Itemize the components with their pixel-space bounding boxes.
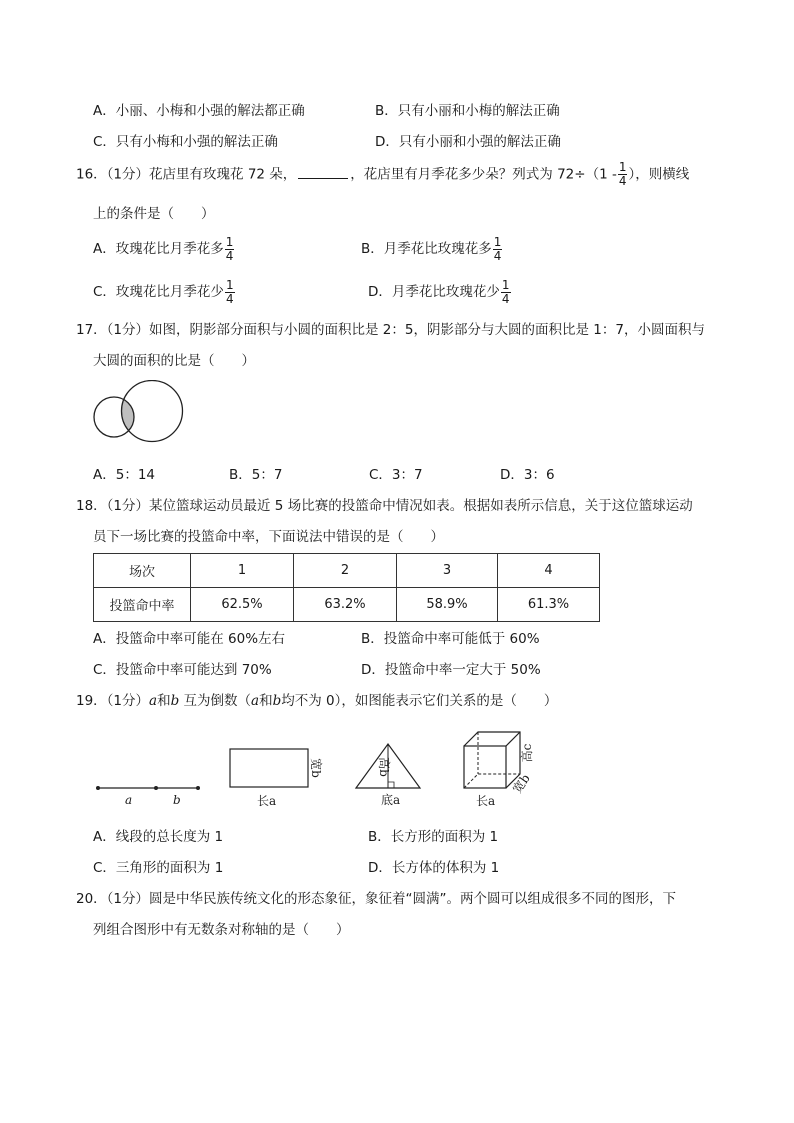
table-header-games: 场次: [94, 554, 191, 588]
q18-option-c[interactable]: C．投篮命中率可能达到 70%: [93, 662, 272, 678]
q17-stem-line2: 大圆的面积的比是（ ）: [93, 353, 255, 369]
q16-option-a[interactable]: A．玫瑰花比月季花多 $\frac{1}{4}$: [93, 234, 234, 263]
shooting-rate-table: [93, 553, 600, 622]
segment-label-a: a: [125, 793, 133, 807]
q17-stem-line1: 17．（1分）如图，阴影部分面积与小圆的面积比是 2：5，阴影部分与大圆的面积比是 1：7，小圆面积与: [76, 322, 705, 338]
q15-option-c[interactable]: C．只有小梅和小强的解法正确: [93, 134, 278, 150]
table-header-rate: 投篮命中率: [94, 588, 191, 622]
q17-option-c[interactable]: C．3：7: [369, 467, 423, 483]
q16-text-3: ），则横线: [628, 166, 690, 183]
q16-option-d[interactable]: D．月季花比玫瑰花少 $\frac{1}{4}$: [368, 277, 510, 306]
table-cell: 4: [498, 554, 600, 588]
q19-stem: 19．（1分）a和b 互为倒数（a和b均不为 0），如图能表示它们关系的是（ ）: [76, 693, 558, 709]
table-cell: 58.9%: [397, 588, 498, 622]
table-cell: 1: [191, 554, 294, 588]
q19-option-b[interactable]: B．长方形的面积为 1: [368, 829, 499, 845]
q17-option-d[interactable]: D．3：6: [500, 467, 555, 483]
q20-stem-line2: 列组合图形中有无数条对称轴的是（ ）: [93, 922, 350, 938]
triangle-height-label: 高b: [377, 757, 391, 777]
cuboid-length-label: 长a: [476, 794, 496, 808]
q19-option-c[interactable]: C．三角形的面积为 1: [93, 860, 224, 876]
segment-label-b: b: [173, 793, 181, 807]
q18-stem-line1: 18．（1分）某位篮球运动员最近 5 场比赛的投篮命中情况如表。根据如表所示信息，关于这位篮球运动: [76, 498, 693, 514]
rect-length-label: 长a: [257, 794, 277, 808]
table-row: [94, 554, 600, 588]
table-row: [94, 588, 600, 622]
q17-option-a[interactable]: A．5：14: [93, 467, 156, 483]
q16-number: 16．: [76, 166, 107, 183]
q15-option-a[interactable]: A．小丽、小梅和小强的解法都正确: [93, 103, 305, 119]
q19-figures: [90, 722, 560, 812]
q18-option-d[interactable]: D．投篮命中率一定大于 50%: [361, 662, 541, 678]
q18-option-a[interactable]: A．投篮命中率可能在 60%左右: [93, 631, 286, 647]
table-cell: 61.3%: [498, 588, 600, 622]
cuboid-width-label: 宽b: [509, 771, 533, 796]
segment-figure: [96, 786, 200, 807]
q16-stem: [76, 161, 689, 188]
cuboid-figure: [464, 732, 534, 808]
q15-option-b[interactable]: B．只有小丽和小梅的解法正确: [375, 103, 560, 119]
q19-option-a[interactable]: A．线段的总长度为 1: [93, 829, 224, 845]
triangle-base-label: 底a: [381, 793, 401, 807]
cuboid-height-label: 高c: [520, 743, 534, 763]
rect-width-label: 宽b: [309, 758, 323, 778]
q15-option-d[interactable]: D．只有小丽和小强的解法正确: [375, 134, 561, 150]
table-cell: 3: [397, 554, 498, 588]
table-cell: 2: [294, 554, 397, 588]
table-cell: 63.2%: [294, 588, 397, 622]
q16-blank: [298, 164, 348, 179]
q18-stem-line2: 员下一场比赛的投篮命中率，下面说法中错误的是（ ）: [93, 529, 444, 545]
venn-circles-figure: [90, 380, 190, 444]
fraction-one-quarter: $\frac{1}{4}$: [618, 160, 627, 188]
rectangle-figure: [230, 749, 323, 808]
q16-text-1: （1分）花店里有玫瑰花 72 朵，: [106, 166, 297, 183]
q16-option-c[interactable]: C．玫瑰花比月季花少 $\frac{1}{4}$: [93, 277, 234, 306]
q16-text-2: ，花店里有月季花多少朵？列式为 72÷（1 -: [350, 166, 617, 183]
table-cell: 62.5%: [191, 588, 294, 622]
q17-option-b[interactable]: B．5：7: [229, 467, 283, 483]
q19-option-d[interactable]: D．长方体的体积为 1: [368, 860, 500, 876]
q18-option-b[interactable]: B．投篮命中率可能低于 60%: [361, 631, 540, 647]
q16-stem-line2: 上的条件是（ ）: [93, 206, 215, 222]
q20-stem-line1: 20．（1分）圆是中华民族传统文化的形态象征，象征着“圆满”。两个圆可以组成很多不同的图形，下: [76, 891, 677, 907]
q16-option-b[interactable]: B．月季花比玫瑰花多 $\frac{1}{4}$: [361, 234, 502, 263]
triangle-figure: [356, 744, 420, 807]
